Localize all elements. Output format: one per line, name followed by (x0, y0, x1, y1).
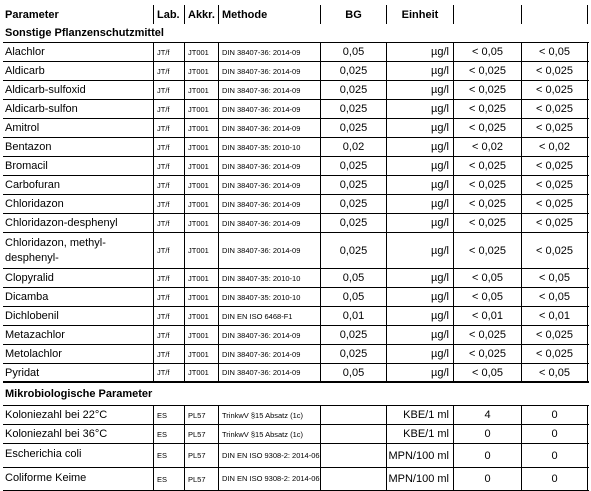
section-title-psm: Sonstige Pflanzenschutzmittel (5, 27, 164, 39)
table-row (3, 363, 589, 382)
parameter-cell: Amitrol (5, 122, 40, 134)
section-row-psm (3, 24, 589, 42)
lab-cell: JT/f (153, 233, 184, 268)
value-2-cell: < 0,025 (521, 233, 588, 268)
bg-cell: 0,05 (320, 288, 386, 306)
bg-cell: 0,025 (320, 157, 386, 175)
akkr-cell: JT001 (184, 100, 218, 118)
methode-cell: TrinkwV §15 Absatz (1c) (218, 425, 320, 443)
value-1-cell: < 0,025 (453, 100, 521, 118)
akkr-cell: PL57 (184, 444, 218, 467)
akkr-cell: JT001 (184, 364, 218, 381)
bg-cell: 0,025 (320, 195, 386, 213)
header-value-2 (521, 5, 588, 24)
header-einheit: Einheit (386, 5, 453, 24)
value-1-cell: 0 (453, 444, 521, 467)
value-1-cell: < 0,05 (453, 269, 521, 287)
einheit-cell: KBE/1 ml (386, 425, 453, 443)
lab-cell: JT/f (153, 62, 184, 80)
lab-cell: ES (153, 425, 184, 443)
akkr-cell: JT001 (184, 269, 218, 287)
header-bg: BG (320, 5, 386, 24)
table-row (3, 467, 589, 491)
methode-cell: DIN 38407-36: 2014-09 (218, 81, 320, 99)
akkr-cell: JT001 (184, 62, 218, 80)
lab-cell: ES (153, 468, 184, 490)
value-1-cell: < 0,02 (453, 138, 521, 156)
methode-cell: DIN EN ISO 6468-F1 (218, 307, 320, 325)
bg-cell: 0,05 (320, 269, 386, 287)
einheit-cell: µg/l (386, 214, 453, 232)
bg-cell: 0,025 (320, 326, 386, 344)
value-2-cell: < 0,025 (521, 119, 588, 137)
einheit-cell: µg/l (386, 119, 453, 137)
parameter-cell: Metolachlor (5, 348, 62, 360)
einheit-cell: µg/l (386, 307, 453, 325)
akkr-cell: JT001 (184, 81, 218, 99)
value-1-cell: < 0,025 (453, 81, 521, 99)
value-2-cell: < 0,025 (521, 195, 588, 213)
methode-cell: DIN 38407-35: 2010-10 (218, 138, 320, 156)
lab-cell: JT/f (153, 195, 184, 213)
einheit-cell: µg/l (386, 43, 453, 61)
bg-cell: 0,05 (320, 43, 386, 61)
parameter-cell: Dicamba (5, 291, 49, 303)
value-1-cell: < 0,025 (453, 119, 521, 137)
lab-cell: ES (153, 444, 184, 467)
header-lab: Lab. (153, 5, 184, 24)
table-row (3, 213, 589, 232)
methode-cell: DIN 38407-36: 2014-09 (218, 364, 320, 381)
lab-cell: JT/f (153, 269, 184, 287)
bg-cell: 0,025 (320, 81, 386, 99)
value-2-cell: < 0,025 (521, 345, 588, 363)
table-row (3, 137, 589, 156)
value-1-cell: 0 (453, 425, 521, 443)
table-row (3, 405, 589, 424)
einheit-cell: MPN/100 ml (386, 468, 453, 490)
akkr-cell: PL57 (184, 425, 218, 443)
einheit-cell: µg/l (386, 288, 453, 306)
psm-rows (3, 42, 589, 382)
lab-cell: JT/f (153, 81, 184, 99)
parameter-cell: Carbofuran (5, 179, 61, 191)
akkr-cell: JT001 (184, 176, 218, 194)
akkr-cell: JT001 (184, 43, 218, 61)
parameter-cell: Coliforme Keime (5, 472, 87, 484)
value-1-cell: < 0,025 (453, 176, 521, 194)
methode-cell: DIN 38407-36: 2014-09 (218, 157, 320, 175)
parameter-cell: Chloridazon, methyl-desphenyl- (5, 237, 106, 264)
parameter-cell: Bromacil (5, 160, 48, 172)
einheit-cell: µg/l (386, 364, 453, 381)
bg-cell: 0,025 (320, 214, 386, 232)
value-2-cell: < 0,025 (521, 81, 588, 99)
parameter-cell: Dichlobenil (5, 310, 59, 322)
akkr-cell: JT001 (184, 138, 218, 156)
bg-cell (320, 444, 386, 467)
einheit-cell: µg/l (386, 233, 453, 268)
value-1-cell: 4 (453, 406, 521, 424)
lab-cell: JT/f (153, 345, 184, 363)
bg-cell: 0,05 (320, 364, 386, 381)
lab-cell: JT/f (153, 100, 184, 118)
lab-cell: JT/f (153, 43, 184, 61)
bg-cell: 0,025 (320, 100, 386, 118)
einheit-cell: µg/l (386, 195, 453, 213)
parameter-cell: Aldicarb-sulfon (5, 103, 78, 115)
parameter-cell: Chloridazon-desphenyl (5, 217, 118, 229)
lab-cell: JT/f (153, 288, 184, 306)
table-row (3, 424, 589, 443)
lab-cell: JT/f (153, 119, 184, 137)
bg-cell (320, 468, 386, 490)
lab-cell: JT/f (153, 364, 184, 381)
akkr-cell: JT001 (184, 195, 218, 213)
bg-cell (320, 406, 386, 424)
value-1-cell: < 0,025 (453, 214, 521, 232)
parameter-cell: Bentazon (5, 141, 52, 153)
value-2-cell: 0 (521, 468, 588, 490)
akkr-cell: PL57 (184, 468, 218, 490)
einheit-cell: MPN/100 ml (386, 444, 453, 467)
value-2-cell: < 0,025 (521, 157, 588, 175)
table-row (3, 232, 589, 268)
einheit-cell: µg/l (386, 176, 453, 194)
einheit-cell: µg/l (386, 81, 453, 99)
table-row (3, 175, 589, 194)
einheit-cell: µg/l (386, 326, 453, 344)
value-1-cell: < 0,01 (453, 307, 521, 325)
bg-cell: 0,025 (320, 119, 386, 137)
table-row (3, 306, 589, 325)
analysis-table (3, 5, 589, 491)
value-2-cell: 0 (521, 425, 588, 443)
header-value-1 (453, 5, 521, 24)
table-row (3, 344, 589, 363)
value-2-cell: < 0,025 (521, 214, 588, 232)
value-1-cell: 0 (453, 468, 521, 490)
table-row (3, 325, 589, 344)
methode-cell: DIN 38407-36: 2014-09 (218, 345, 320, 363)
parameter-cell: Metazachlor (5, 329, 65, 341)
methode-cell: DIN 38407-36: 2014-09 (218, 233, 320, 268)
value-1-cell: < 0,025 (453, 62, 521, 80)
table-row (3, 156, 589, 175)
value-2-cell: < 0,02 (521, 138, 588, 156)
lab-cell: JT/f (153, 307, 184, 325)
akkr-cell: JT001 (184, 157, 218, 175)
lab-cell: JT/f (153, 157, 184, 175)
bg-cell: 0,025 (320, 345, 386, 363)
einheit-cell: KBE/1 ml (386, 406, 453, 424)
value-2-cell: < 0,05 (521, 269, 588, 287)
akkr-cell: JT001 (184, 233, 218, 268)
value-1-cell: < 0,025 (453, 345, 521, 363)
methode-cell: DIN 38407-35: 2010-10 (218, 288, 320, 306)
value-2-cell: 0 (521, 444, 588, 467)
table-row (3, 268, 589, 287)
header-akkr: Akkr. (184, 5, 218, 24)
methode-cell: DIN 38407-36: 2014-09 (218, 326, 320, 344)
value-2-cell: < 0,05 (521, 364, 588, 381)
parameter-cell: Pyridat (5, 366, 40, 379)
value-1-cell: < 0,025 (453, 195, 521, 213)
mikro-rows (3, 405, 589, 491)
table-row (3, 80, 589, 99)
methode-cell: TrinkwV §15 Absatz (1c) (218, 406, 320, 424)
table-row (3, 42, 589, 61)
methode-cell: DIN EN ISO 9308-2: 2014-06 (218, 444, 320, 467)
table-row (3, 194, 589, 213)
lab-cell: JT/f (153, 176, 184, 194)
akkr-cell: JT001 (184, 345, 218, 363)
parameter-cell: Alachlor (5, 46, 45, 58)
akkr-cell: JT001 (184, 288, 218, 306)
lab-cell: JT/f (153, 138, 184, 156)
einheit-cell: µg/l (386, 100, 453, 118)
akkr-cell: PL57 (184, 406, 218, 424)
bg-cell: 0,01 (320, 307, 386, 325)
value-2-cell: < 0,025 (521, 100, 588, 118)
methode-cell: DIN 38407-36: 2014-09 (218, 119, 320, 137)
parameter-cell: Chloridazon (5, 198, 64, 210)
value-1-cell: < 0,025 (453, 326, 521, 344)
akkr-cell: JT001 (184, 326, 218, 344)
akkr-cell: JT001 (184, 214, 218, 232)
value-2-cell: < 0,025 (521, 62, 588, 80)
methode-cell: DIN 38407-36: 2014-09 (218, 43, 320, 61)
value-2-cell: < 0,025 (521, 176, 588, 194)
methode-cell: DIN EN ISO 9308-2: 2014-06 (218, 468, 320, 490)
value-1-cell: < 0,05 (453, 364, 521, 381)
value-1-cell: < 0,025 (453, 233, 521, 268)
table-row (3, 99, 589, 118)
table-row (3, 443, 589, 467)
table-row (3, 118, 589, 137)
bg-cell: 0,025 (320, 62, 386, 80)
value-2-cell: < 0,05 (521, 43, 588, 61)
section-title-mikro: Mikrobiologische Parameter (5, 388, 153, 400)
lab-cell: ES (153, 406, 184, 424)
parameter-cell: Aldicarb-sulfoxid (5, 84, 86, 96)
header-methode: Methode (218, 5, 320, 24)
parameter-cell: Clopyralid (5, 272, 54, 284)
parameter-cell: Koloniezahl bei 36°C (5, 428, 108, 440)
methode-cell: DIN 38407-36: 2014-09 (218, 176, 320, 194)
einheit-cell: µg/l (386, 269, 453, 287)
table-row (3, 287, 589, 306)
parameter-cell: Escherichia coli (5, 448, 82, 460)
bg-cell: 0,025 (320, 176, 386, 194)
akkr-cell: JT001 (184, 119, 218, 137)
einheit-cell: µg/l (386, 62, 453, 80)
methode-cell: DIN 38407-36: 2014-09 (218, 100, 320, 118)
parameter-cell: Aldicarb (5, 65, 45, 77)
table-row (3, 61, 589, 80)
methode-cell: DIN 38407-36: 2014-09 (218, 195, 320, 213)
value-2-cell: 0 (521, 406, 588, 424)
lab-cell: JT/f (153, 214, 184, 232)
header-parameter: Parameter (5, 8, 59, 21)
section-row-mikro (3, 382, 589, 405)
bg-cell (320, 425, 386, 443)
value-1-cell: < 0,05 (453, 43, 521, 61)
einheit-cell: µg/l (386, 138, 453, 156)
value-2-cell: < 0,05 (521, 288, 588, 306)
einheit-cell: µg/l (386, 157, 453, 175)
parameter-cell: Koloniezahl bei 22°C (5, 409, 108, 421)
methode-cell: DIN 38407-36: 2014-09 (218, 214, 320, 232)
bg-cell: 0,02 (320, 138, 386, 156)
value-2-cell: < 0,01 (521, 307, 588, 325)
einheit-cell: µg/l (386, 345, 453, 363)
value-2-cell: < 0,025 (521, 326, 588, 344)
bg-cell: 0,025 (320, 233, 386, 268)
value-1-cell: < 0,05 (453, 288, 521, 306)
value-1-cell: < 0,025 (453, 157, 521, 175)
methode-cell: DIN 38407-36: 2014-09 (218, 62, 320, 80)
lab-cell: JT/f (153, 326, 184, 344)
akkr-cell: JT001 (184, 307, 218, 325)
methode-cell: DIN 38407-35: 2010-10 (218, 269, 320, 287)
table-header-row (3, 5, 589, 24)
